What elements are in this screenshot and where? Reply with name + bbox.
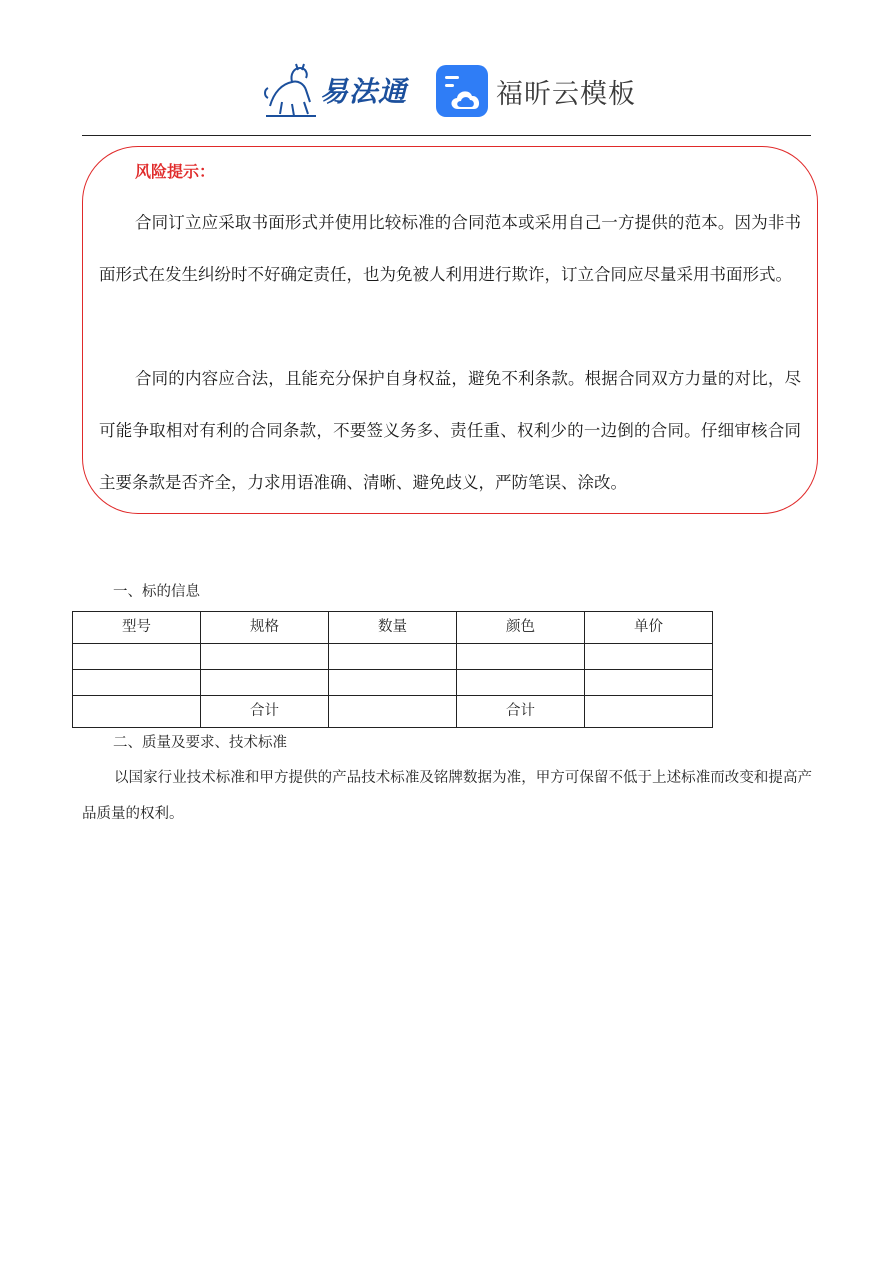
col-header-color: 颜色: [457, 612, 585, 644]
col-header-unit-price: 单价: [585, 612, 713, 644]
brand-yifatong: 易法通: [320, 75, 408, 108]
table-total-row: [73, 696, 713, 728]
table-cell[interactable]: [585, 670, 713, 696]
page-header: [0, 56, 893, 126]
risk-paragraph-2: 合同的内容应合法，且能充分保护自身权益，避免不利条款。根据合同双方力量的对比，尽可能争取相对有利的合同条款，不要签义务多、责任重、权利少的一边倒的合同。仔细审核合同主要条款是否齐全，力求用语准确、清晰、避免歧义，严防笔误、涂改。: [99, 369, 801, 492]
table-cell[interactable]: [329, 644, 457, 670]
table-cell[interactable]: [457, 670, 585, 696]
table-cell[interactable]: [73, 644, 201, 670]
table-row: [73, 670, 713, 696]
table-cell[interactable]: [201, 670, 329, 696]
table-cell[interactable]: [73, 696, 201, 728]
total-value-1[interactable]: [329, 696, 457, 728]
col-header-model: 型号: [73, 612, 201, 644]
total-value-2[interactable]: [585, 696, 713, 728]
section-1-heading: 一、标的信息: [113, 584, 200, 600]
risk-paragraph-1: 合同订立应采取书面形式并使用比较标准的合同范本或采用自己一方提供的范本。因为非书面形式在发生纠纷时不好确定责任，也为免被人利用进行欺诈，订立合同应尽量采用书面形式。: [99, 213, 801, 284]
total-label-2: 合计: [457, 696, 585, 728]
col-header-spec: 规格: [201, 612, 329, 644]
col-header-quantity: 数量: [329, 612, 457, 644]
header-divider: [82, 135, 811, 136]
table-cell[interactable]: [585, 644, 713, 670]
table-cell[interactable]: [329, 670, 457, 696]
table-row: [73, 644, 713, 670]
cloud-template-icon: [436, 65, 488, 117]
subject-info-table: [72, 611, 713, 728]
risk-title: 风险提示：: [135, 162, 216, 181]
risk-notice-box: [82, 146, 818, 514]
table-cell[interactable]: [201, 644, 329, 670]
table-cell[interactable]: [73, 670, 201, 696]
section-2-paragraph: 以国家行业技术标准和甲方提供的产品技术标准及铭牌数据为准，甲方可保留不低于上述标准而改变和提高产品质量的权利。: [82, 770, 812, 822]
brand-foxit-template: 福昕云模板: [496, 79, 636, 110]
total-label-1: 合计: [201, 696, 329, 728]
table-header-row: [73, 612, 713, 644]
section-2-heading: 二、质量及要求、技术标准: [113, 735, 287, 751]
table-cell[interactable]: [457, 644, 585, 670]
